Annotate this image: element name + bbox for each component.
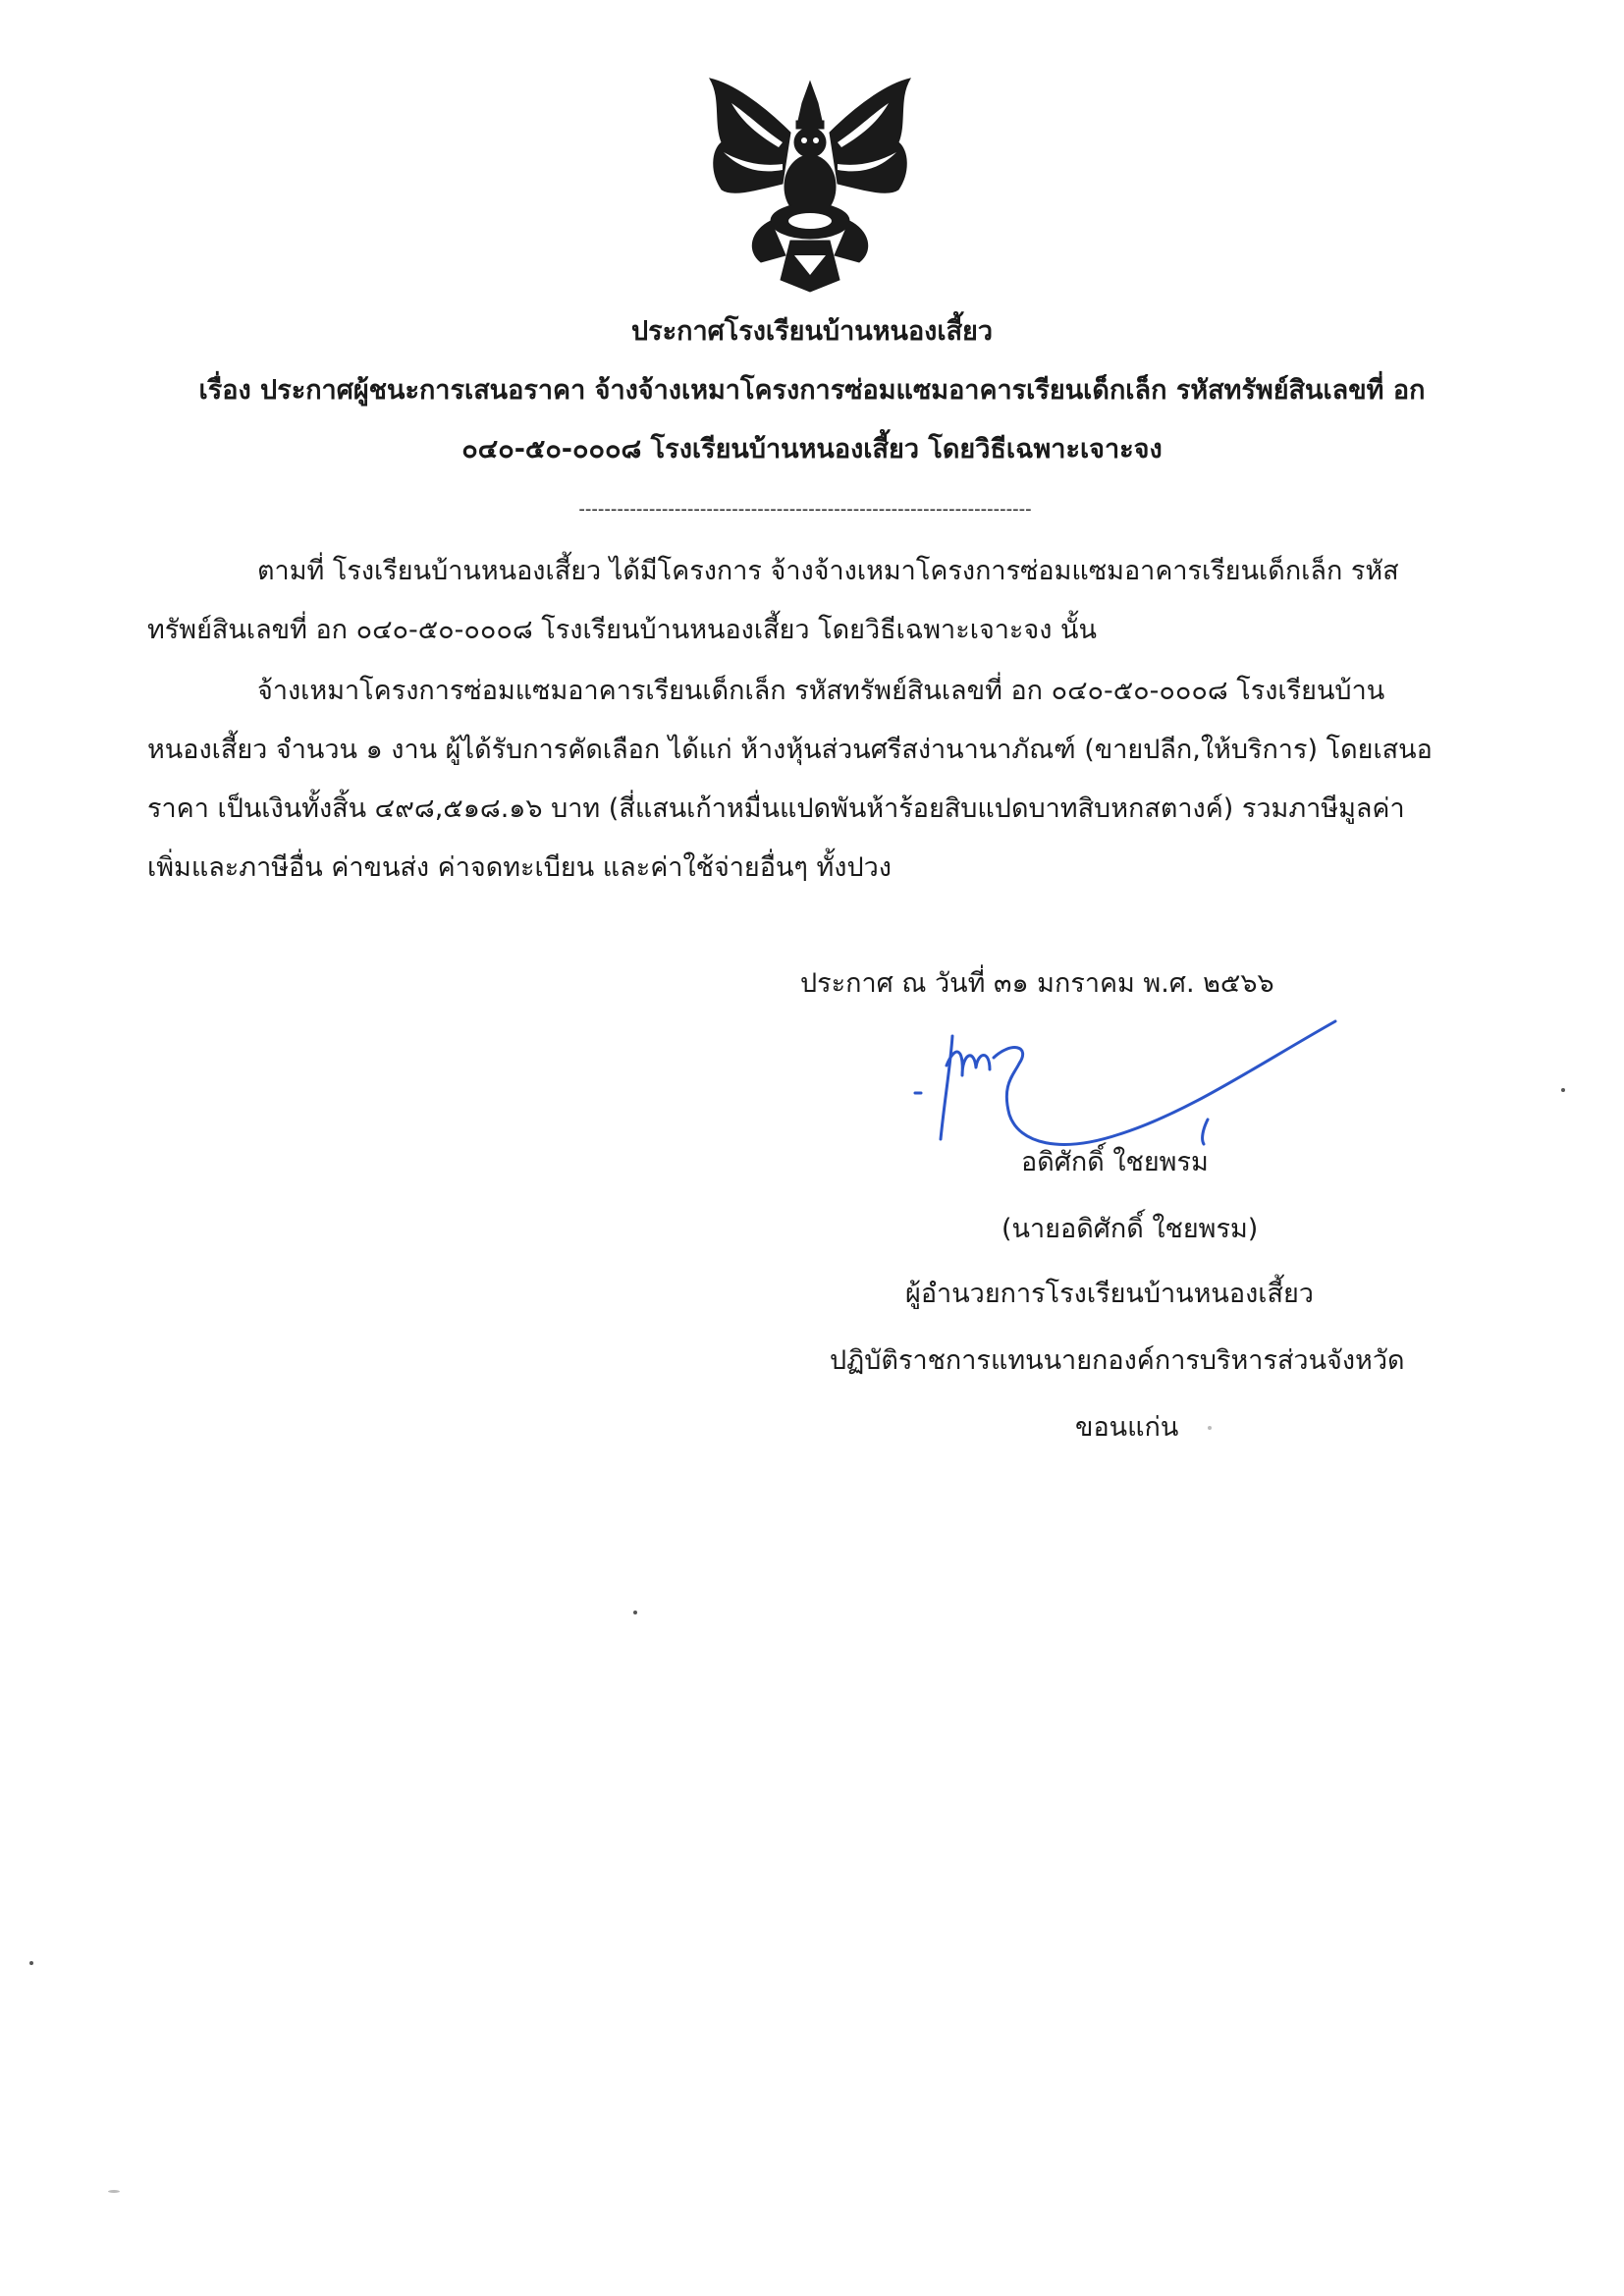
signer-position-line-2: ปฏิบัติราชการแทนนายกองค์การบริหารส่วนจังหวัด bbox=[830, 1345, 1405, 1376]
scan-speck bbox=[29, 1961, 33, 1965]
document-subject-line-2: ๐๔๐-๕๐-๐๐๐๘ โรงเรียนบ้านหนองเสี้ยว โดยวิธีเฉพาะเจาะจง bbox=[461, 434, 1163, 465]
signer-position-line-1: ผู้อำนวยการโรงเรียนบ้านหนองเสี้ยว bbox=[905, 1279, 1314, 1309]
signer-full-name: (นายอดิศักดิ์ ใชยพรม) bbox=[1001, 1214, 1259, 1244]
header-divider: ----------------------------------------------------------------------- bbox=[578, 499, 1032, 519]
scan-speck bbox=[633, 1611, 637, 1614]
paragraph-2-line-1: จ้างเหมาโครงการซ่อมแซมอาคารเรียนเด็กเล็ก รหัสทรัพย์สินเลขที่ อก ๐๔๐-๕๐-๐๐๐๘ โรงเรียนบ้าน bbox=[257, 676, 1385, 706]
paragraph-2-line-4: เพิ่มและภาษีอื่น ค่าขนส่ง ค่าจดทะเบียน และค่าใช้จ่ายอื่นๆ ทั้งปวง bbox=[147, 852, 892, 883]
document-title: ประกาศโรงเรียนบ้านหนองเสี้ยว bbox=[630, 316, 994, 347]
signer-name: อดิศักดิ์ ใชยพรม bbox=[1021, 1147, 1209, 1177]
scan-speck bbox=[108, 2190, 120, 2193]
announce-date: ประกาศ ณ วันที่ ๓๑ มกราคม พ.ศ. ๒๕๖๖ bbox=[800, 968, 1274, 999]
document-subject-line-1: เรื่อง ประกาศผู้ชนะการเสนอราคา จ้างจ้างเหมาโครงการซ่อมแซมอาคารเรียนเด็กเล็ก รหัสทรัพย์สินเลขที่ อก bbox=[198, 375, 1426, 406]
garuda-emblem-icon bbox=[692, 74, 928, 300]
signer-position-line-3: ขอนแก่น bbox=[1075, 1412, 1179, 1443]
scan-speck bbox=[1208, 1426, 1212, 1430]
paragraph-2-line-3: ราคา เป็นเงินทั้งสิ้น ๔๙๘,๕๑๘.๑๖ บาท (สี่แสนเก้าหมื่นแปดพันห้าร้อยสิบแปดบาทสิบหกสตางค์) รวมภาษีมูลค่า bbox=[147, 793, 1405, 824]
paragraph-2-line-2: หนองเสี้ยว จำนวน ๑ งาน ผู้ได้รับการคัดเลือก ได้แก่ ห้างหุ้นส่วนศรีสง่านานาภัณฑ์ (ขายปลีก,ให้บริการ) โดยเสนอ bbox=[147, 735, 1433, 765]
paragraph-1-line-1: ตามที่ โรงเรียนบ้านหนองเสี้ยว ได้มีโครงการ จ้างจ้างเหมาโครงการซ่อมแซมอาคารเรียนเด็กเล็ก รหัส bbox=[257, 556, 1399, 586]
paragraph-1-line-2: ทรัพย์สินเลขที่ อก ๐๔๐-๕๐-๐๐๐๘ โรงเรียนบ้านหนองเสี้ยว โดยวิธีเฉพาะเจาะจง นั้น bbox=[147, 615, 1097, 645]
scan-speck bbox=[1561, 1088, 1565, 1092]
